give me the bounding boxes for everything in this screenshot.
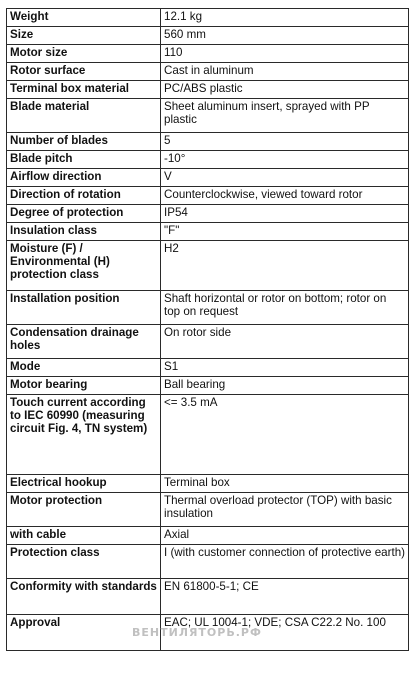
table-row xyxy=(7,151,409,169)
spec-label-mode: Mode xyxy=(7,359,161,377)
spec-value-approval: EAC; UL 1004-1; VDE; CSA C22.2 No. 100 xyxy=(161,615,409,651)
spec-value-number-of-blades: 5 xyxy=(161,133,409,151)
table-row xyxy=(7,241,409,291)
table-row xyxy=(7,205,409,223)
spec-label-direction-of-rotation: Direction of rotation xyxy=(7,187,161,205)
table-row xyxy=(7,223,409,241)
spec-value-moisture-protection-class: H2 xyxy=(161,241,409,291)
spec-value-insulation-class: "F" xyxy=(161,223,409,241)
spec-label-blade-material: Blade material xyxy=(7,99,161,133)
spec-value-protection-class: I (with customer connection of protective earth) xyxy=(161,545,409,579)
spec-label-with-cable: with cable xyxy=(7,527,161,545)
table-row xyxy=(7,545,409,579)
spec-label-motor-protection: Motor protection xyxy=(7,493,161,527)
table-row xyxy=(7,615,409,651)
spec-value-installation-position: Shaft horizontal or rotor on bottom; rotor on top on request xyxy=(161,291,409,325)
spec-value-blade-pitch: -10° xyxy=(161,151,409,169)
spec-label-condensation-drainage-holes: Condensation drainage holes xyxy=(7,325,161,359)
table-row xyxy=(7,81,409,99)
spec-value-condensation-drainage-holes: On rotor side xyxy=(161,325,409,359)
table-row xyxy=(7,475,409,493)
spec-value-mode: S1 xyxy=(161,359,409,377)
spec-label-insulation-class: Insulation class xyxy=(7,223,161,241)
table-row xyxy=(7,527,409,545)
spec-value-with-cable: Axial xyxy=(161,527,409,545)
spec-value-rotor-surface: Cast in aluminum xyxy=(161,63,409,81)
table-row xyxy=(7,325,409,359)
spec-value-blade-material: Sheet aluminum insert, sprayed with PP plastic xyxy=(161,99,409,133)
spec-value-conformity-with-standards: EN 61800-5-1; CE xyxy=(161,579,409,615)
spec-label-rotor-surface: Rotor surface xyxy=(7,63,161,81)
table-row xyxy=(7,133,409,151)
spec-label-degree-of-protection: Degree of protection xyxy=(7,205,161,223)
spec-label-approval: Approval xyxy=(7,615,161,651)
spec-label-weight: Weight xyxy=(7,9,161,27)
spec-label-motor-size: Motor size xyxy=(7,45,161,63)
spec-label-electrical-hookup: Electrical hookup xyxy=(7,475,161,493)
spec-value-motor-size: 110 xyxy=(161,45,409,63)
spec-label-protection-class: Protection class xyxy=(7,545,161,579)
spec-value-weight: 12.1 kg xyxy=(161,9,409,27)
spec-label-blade-pitch: Blade pitch xyxy=(7,151,161,169)
spec-value-terminal-box-material: PC/ABS plastic xyxy=(161,81,409,99)
table-row xyxy=(7,9,409,27)
table-row xyxy=(7,187,409,205)
table-row xyxy=(7,359,409,377)
spec-value-degree-of-protection: IP54 xyxy=(161,205,409,223)
spec-label-number-of-blades: Number of blades xyxy=(7,133,161,151)
spec-value-motor-bearing: Ball bearing xyxy=(161,377,409,395)
spec-value-direction-of-rotation: Counterclockwise, viewed toward rotor xyxy=(161,187,409,205)
table-row xyxy=(7,291,409,325)
table-row xyxy=(7,99,409,133)
spec-label-motor-bearing: Motor bearing xyxy=(7,377,161,395)
specifications-table xyxy=(6,8,409,651)
site-watermark: ВЕНТИЛЯТОРЬ.РФ xyxy=(132,626,262,639)
table-row xyxy=(7,493,409,527)
spec-label-conformity-with-standards: Conformity with standards xyxy=(7,579,161,615)
spec-label-terminal-box-material: Terminal box material xyxy=(7,81,161,99)
spec-label-installation-position: Installation position xyxy=(7,291,161,325)
spec-label-airflow-direction: Airflow direction xyxy=(7,169,161,187)
table-row xyxy=(7,169,409,187)
spec-value-electrical-hookup: Terminal box xyxy=(161,475,409,493)
table-row xyxy=(7,63,409,81)
spec-value-size: 560 mm xyxy=(161,27,409,45)
table-row xyxy=(7,377,409,395)
spec-value-touch-current: <= 3.5 mA xyxy=(161,395,409,475)
table-row xyxy=(7,395,409,475)
table-row xyxy=(7,45,409,63)
table-row xyxy=(7,27,409,45)
table-row xyxy=(7,579,409,615)
spec-value-motor-protection: Thermal overload protector (TOP) with basic insulation xyxy=(161,493,409,527)
spec-label-size: Size xyxy=(7,27,161,45)
spec-value-airflow-direction: V xyxy=(161,169,409,187)
spec-label-touch-current: Touch current according to IEC 60990 (measuring circuit Fig. 4, TN system) xyxy=(7,395,161,475)
spec-label-moisture-protection-class: Moisture (F) / Environmental (H) protection class xyxy=(7,241,161,291)
